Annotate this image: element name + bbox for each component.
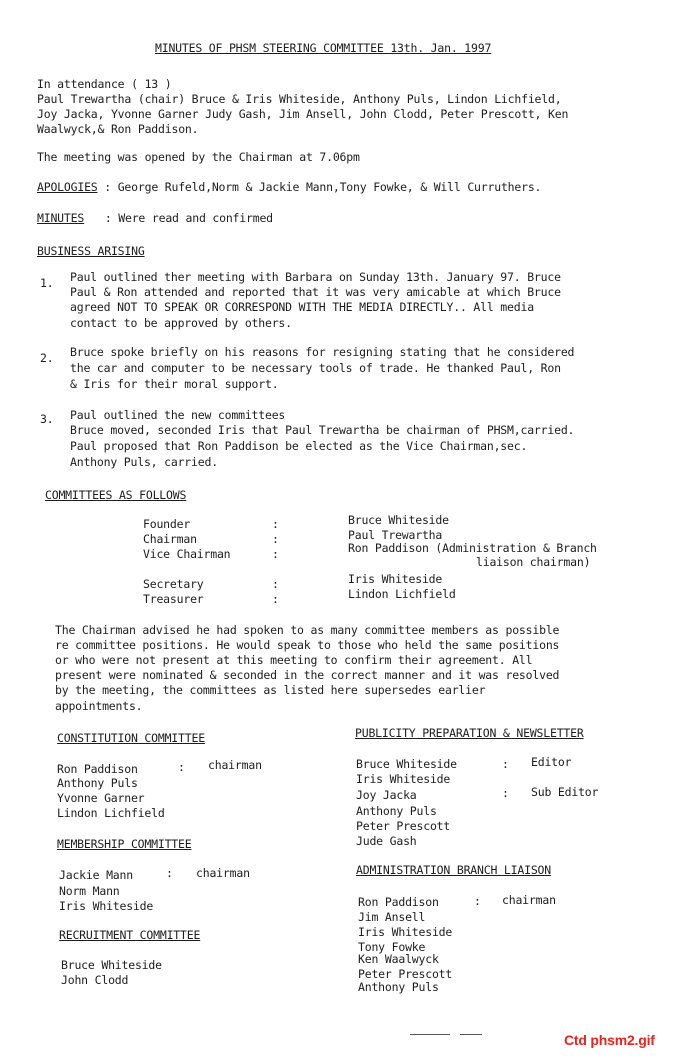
- admin-heading: ADMINISTRATION BRANCH LIAISON: [356, 863, 551, 877]
- role-name: Lindon Lichfield: [348, 587, 456, 601]
- role-colon: :: [272, 517, 279, 531]
- admin-member: Peter Prescott: [358, 967, 453, 981]
- publicity-role: Sub Editor: [531, 785, 599, 799]
- role-colon: :: [272, 592, 279, 606]
- role-label: Founder: [143, 517, 191, 531]
- minutes-text: : Were read and confirmed: [104, 211, 273, 225]
- constitution-member: Lindon Lichfield: [57, 806, 165, 820]
- publicity-name: Iris Whiteside: [356, 772, 451, 786]
- membership-chair-role: chairman: [196, 866, 250, 880]
- role-colon: :: [272, 532, 279, 546]
- recruitment-heading: RECRUITMENT COMMITTEE: [59, 928, 201, 942]
- bottom-divider: [410, 1034, 450, 1035]
- constitution-chair: Ron Paddison: [57, 762, 138, 776]
- constitution-heading: CONSTITUTION COMMITTEE: [57, 731, 205, 745]
- business-heading: BUSINESS ARISING: [37, 244, 145, 258]
- item-number: 3.: [40, 412, 54, 426]
- role-name: Bruce Whiteside: [348, 513, 449, 527]
- recruitment-member: John Clodd: [61, 973, 129, 987]
- item-line: & Iris for their moral support.: [70, 377, 279, 391]
- publicity-colon: :: [502, 757, 509, 771]
- meeting-opened: The meeting was opened by the Chairman at 7.06pm: [37, 150, 360, 164]
- role-name: Ron Paddison (Administration & Branch: [348, 541, 597, 555]
- constitution-member: Yvonne Garner: [57, 791, 145, 805]
- publicity-heading: PUBLICITY PREPARATION & NEWSLETTER: [355, 726, 584, 740]
- publicity-role: Editor: [531, 755, 572, 769]
- constitution-chair-role: chairman: [208, 758, 262, 772]
- committees-heading: COMMITTEES AS FOLLOWS: [45, 488, 187, 502]
- apologies-text: : George Rufeld,Norm & Jackie Mann,Tony Fowke, & Will Curruthers.: [104, 180, 542, 194]
- attendance-count: In attendance ( 13 ): [37, 77, 172, 91]
- membership-chair-colon: :: [166, 866, 173, 880]
- item-number: 2.: [40, 351, 54, 365]
- item-line: Bruce moved, seconded Iris that Paul Trewartha be chairman of PHSM,carried.: [70, 423, 575, 437]
- role-colon: :: [272, 547, 279, 561]
- item-line: the car and computer to be necessary tools of trade. He thanked Paul, Ron: [70, 361, 561, 375]
- role-label: Treasurer: [143, 592, 204, 606]
- admin-member: Anthony Puls: [358, 980, 439, 994]
- publicity-name: Peter Prescott: [356, 819, 451, 833]
- role-name: liaison chairman): [476, 555, 591, 569]
- admin-chair-role: chairman: [502, 893, 556, 907]
- advice-line: appointments.: [55, 699, 143, 713]
- apologies-section: [37, 180, 541, 194]
- item-line: Bruce spoke briefly on his reasons for resigning stating that he considered: [70, 345, 575, 359]
- constitution-chair-colon: :: [178, 760, 185, 774]
- role-colon: :: [272, 577, 279, 591]
- advice-line: or who were not present at this meeting to confirm their agreement. All: [55, 653, 533, 667]
- admin-member: Ken Waalwyck: [358, 952, 439, 966]
- advice-line: present were nominated & seconded in the correct manner and it was resolved: [55, 668, 560, 682]
- publicity-name: Jude Gash: [356, 834, 417, 848]
- publicity-name: Joy Jacka: [356, 788, 417, 802]
- item-line: agreed NOT TO SPEAK OR CORRESPOND WITH THE MEDIA DIRECTLY.. All media: [70, 300, 534, 314]
- advice-line: by the meeting, the committees as listed here supersedes earlier: [55, 683, 486, 697]
- item-line: Paul outlined ther meeting with Barbara on Sunday 13th. January 97. Bruce: [70, 270, 561, 284]
- role-label: Chairman: [143, 532, 197, 546]
- membership-chair: Jackie Mann: [59, 868, 133, 882]
- advice-line: The Chairman advised he had spoken to as many committee members as possible: [55, 623, 560, 637]
- publicity-colon: :: [502, 786, 509, 800]
- item-line: Paul outlined the new committees: [70, 408, 286, 422]
- page-title: MINUTES OF PHSM STEERING COMMITTEE 13th. Jan. 1997: [155, 41, 492, 55]
- bottom-divider: [460, 1034, 482, 1035]
- admin-member: Jim Ansell: [358, 910, 426, 924]
- attendance-line: Joy Jacka, Yvonne Garner Judy Gash, Jim Ansell, John Clodd, Peter Prescott, Ken: [37, 107, 569, 121]
- item-line: Paul proposed that Ron Paddison be elected as the Vice Chairman,sec.: [70, 439, 528, 453]
- role-label: Secretary: [143, 577, 204, 591]
- admin-member: Iris Whiteside: [358, 925, 453, 939]
- attendance-line: Waalwyck,& Ron Paddison.: [37, 122, 199, 136]
- publicity-name: Bruce Whiteside: [356, 757, 457, 771]
- minutes-label: MINUTES: [37, 211, 85, 225]
- role-name: Paul Trewartha: [348, 528, 443, 542]
- publicity-name: Anthony Puls: [356, 804, 437, 818]
- membership-member: Iris Whiteside: [59, 899, 154, 913]
- admin-chair: Ron Paddison: [358, 895, 439, 909]
- role-name: Iris Whiteside: [348, 572, 443, 586]
- recruitment-member: Bruce Whiteside: [61, 958, 162, 972]
- admin-chair-colon: :: [474, 894, 481, 908]
- item-number: 1.: [40, 276, 54, 290]
- advice-line: re committee positions. He would speak to those who held the same positions: [55, 638, 560, 652]
- admin-member: Tony Fowke: [358, 940, 426, 954]
- item-line: Paul & Ron attended and reported that it was very amicable at which Bruce: [70, 285, 561, 299]
- attendance-line: Paul Trewartha (chair) Bruce & Iris Whiteside, Anthony Puls, Lindon Lichfield,: [37, 92, 562, 106]
- apologies-label: APOLOGIES: [37, 180, 98, 194]
- item-line: Anthony Puls, carried.: [70, 455, 218, 469]
- membership-heading: MEMBERSHIP COMMITTEE: [57, 837, 192, 851]
- minutes-section: [37, 211, 273, 225]
- item-line: contact to be approved by others.: [70, 316, 292, 330]
- continued-link[interactable]: Ctd phsm2.gif: [564, 1032, 655, 1048]
- constitution-member: Anthony Puls: [57, 776, 138, 790]
- membership-member: Norm Mann: [59, 884, 120, 898]
- role-label: Vice Chairman: [143, 547, 231, 561]
